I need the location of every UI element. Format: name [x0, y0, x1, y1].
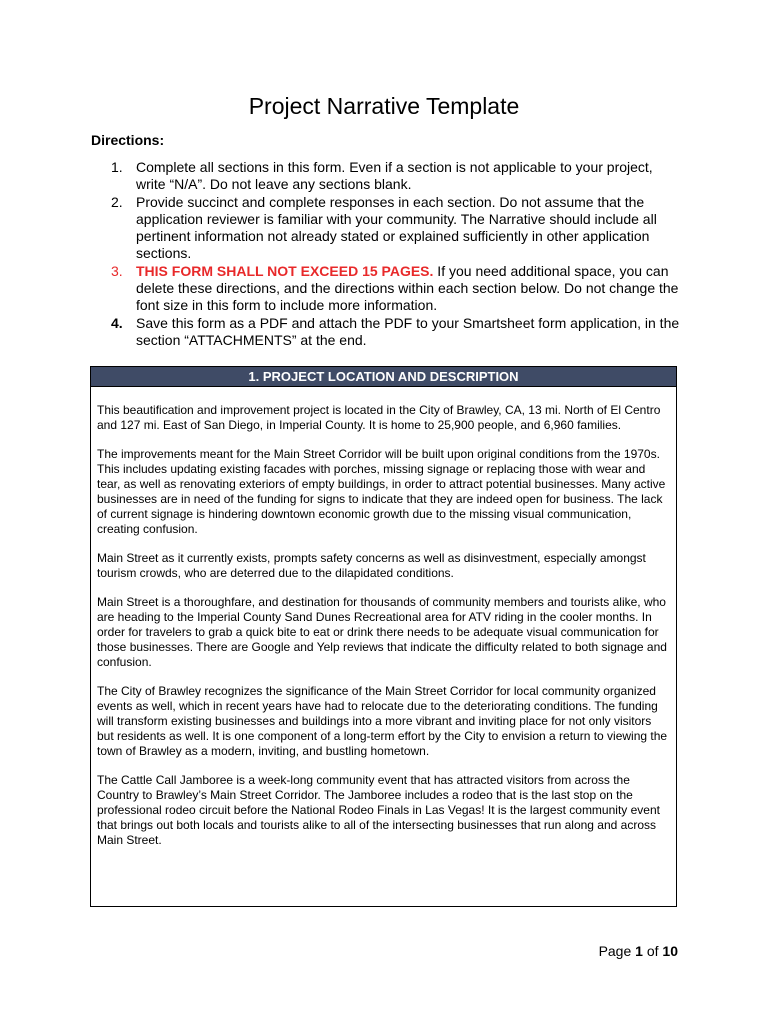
directions-list — [91, 159, 681, 350]
direction-text: Save this form as a PDF and attach the PDF to your Smartsheet form application, in the section “ATTACHMENTS” at the end. — [136, 315, 680, 348]
narrative-paragraph: The Cattle Call Jamboree is a week-long community event that has attracted visitors from across the Country to Brawley’s Main Street Corridor. The Jamboree includes a rodeo that is the last stop on the professional rodeo circuit before the National Rodeo Finals in Las Vegas! It is the largest community event that brings out both locals and tourists alike to all of the intersecting businesses that run along and across Main Street. — [97, 773, 660, 847]
current-page: 1 — [635, 943, 643, 959]
direction-item — [91, 194, 681, 262]
page-word: Page — [598, 943, 636, 959]
narrative-paragraph: This beautification and improvement project is located in the City of Brawley, CA, 13 mi. North of El Centro and 127 mi. East of San Diego, in Imperial County. It is home to 25,900 people, and 6,960 families. — [97, 403, 661, 432]
direction-text: Complete all sections in this form. Even if a section is not applicable to your project, write “N/A”. Do not leave any sections blank. — [136, 159, 653, 192]
direction-item — [91, 315, 681, 349]
direction-text: Provide succinct and complete responses in each section. Do not assume that the application reviewer is familiar with your community. The Narrative should include all pertinent information not already stated or explained sufficiently in other application sections. — [136, 194, 657, 261]
narrative-paragraph: The improvements meant for the Main Street Corridor will be built upon original conditions from the 1970s. This includes updating existing facades with porches, missing signage or replacing those with wear and tear, as well as renovating exteriors of empty buildings, in order to attract potential businesses. Many active businesses are in need of the funding for signs to indicate that they are indeed open for business. The lack of current signage is hindering downtown economic growth due to the missing visual communication, creating confusion. — [97, 447, 666, 536]
section-response-field[interactable] — [91, 387, 676, 848]
narrative-paragraph: The City of Brawley recognizes the significance of the Main Street Corridor for local community organized events as well, which in recent years have had to relocate due to the deteriorating conditions. The funding will transform existing businesses and buildings into a more vibrant and inviting place for not only visitors but residents as well. It is one component of a long-term effort by the City to envision a return to viewing the town of Brawley as a modern, inviting, and bustling hometown. — [97, 684, 668, 758]
direction-item — [91, 263, 681, 314]
direction-text: If you need additional space, you can delete these directions, and the directions within each section below. Do not change the font size in this form to include more information. — [136, 263, 679, 313]
page-title: Project Narrative Template — [248, 93, 520, 119]
direction-number: 1. — [111, 159, 123, 175]
of-word: of — [642, 943, 663, 959]
direction-warning: THIS FORM SHALL NOT EXCEED 15 PAGES. — [136, 263, 434, 279]
directions-label: Directions: — [91, 132, 165, 148]
narrative-paragraph: Main Street as it currently exists, prompts safety concerns as well as disinvestment, especially amongst tourism crowds, who are deterred due to the dilapidated conditions. — [97, 551, 646, 580]
project-location-section — [90, 366, 677, 907]
direction-number: 4. — [111, 315, 123, 331]
page-number-footer — [599, 943, 678, 960]
narrative-paragraph: Main Street is a thoroughfare, and destination for thousands of community members and tourists alike, who are heading to the Imperial County Sand Dunes Recreational area for ATV riding in the cooler months. In order for travelers to grab a quick bite to eat or drink there needs to be adequate visual communication for those businesses. There are Google and Yelp reviews that indicate the difficulty related to both signage and confusion. — [97, 595, 667, 669]
direction-number: 2. — [111, 194, 123, 210]
total-pages: 10 — [662, 943, 678, 959]
direction-item — [91, 159, 681, 193]
section-header: 1. PROJECT LOCATION AND DESCRIPTION — [91, 367, 676, 387]
direction-number: 3. — [111, 263, 123, 279]
